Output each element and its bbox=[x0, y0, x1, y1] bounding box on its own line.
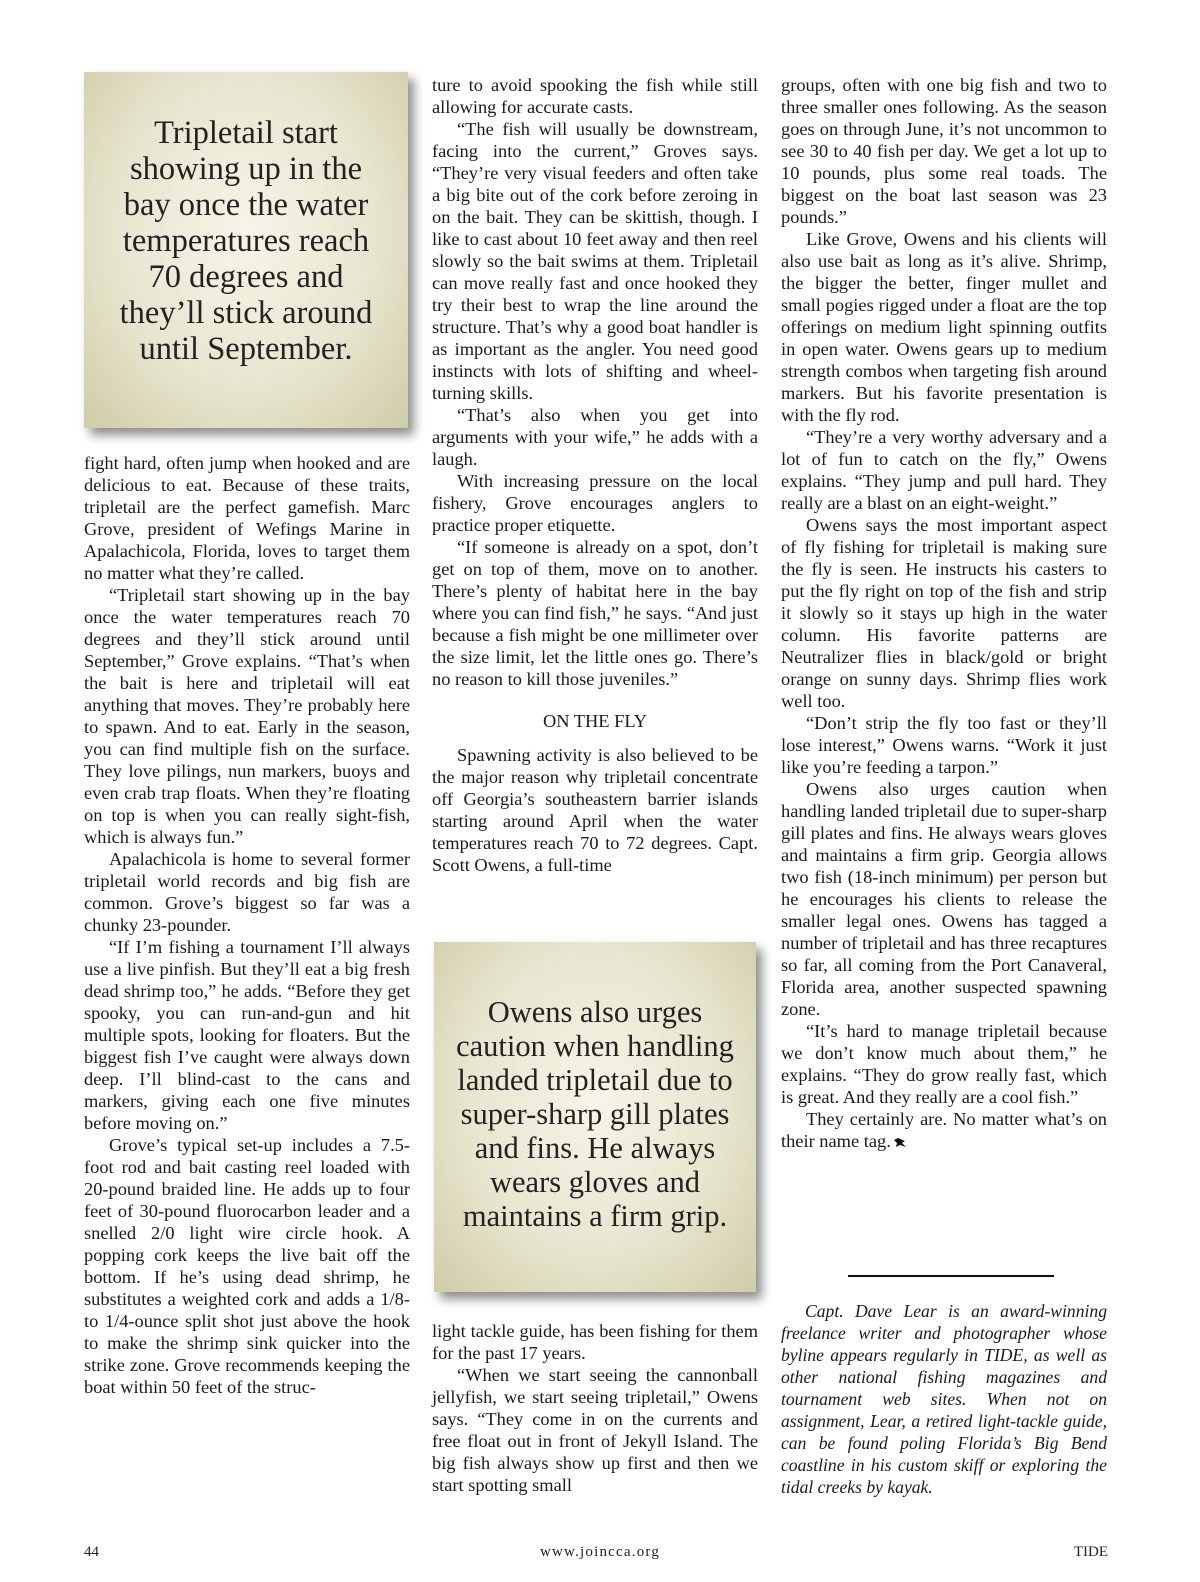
paragraph-final bbox=[781, 1108, 1107, 1152]
paragraph: “The fish will usually be downstream, facing into the current,” Groves says. “They’re very visual feeders and often take a big bite out of the cork before zeroing in on the bait. They can be skittish, though. I like to cast about 10 feet away and then reel slowly so the bait swims at them. Tripletail can move really fast and once hooked they try their best to wrap the line around the structure. That’s why a good boat handler is as important as the angler. You need good instincts with lots of shifting and wheel-turning skills. bbox=[432, 119, 758, 403]
footer-url[interactable]: www.joincca.org bbox=[539, 1544, 661, 1560]
column-2-top bbox=[432, 74, 758, 876]
column-1 bbox=[84, 452, 410, 1398]
paragraph: “That’s also when you get into arguments with your wife,” he adds with a laugh. bbox=[432, 405, 758, 469]
bio-divider bbox=[848, 1275, 1054, 1277]
paragraph: light tackle guide, has been fishing for them for the past 17 years. bbox=[432, 1321, 758, 1363]
paragraph: Owens says the most important aspect of fly fishing for tripletail is making sure the fly is seen. He instructs his casters to put the fly right on top of the fish and strip it slowly so it stays up high in the water column. His favorite patterns are Neutralizer flies in black/gold or bright orange on sunny days. Shrimp flies work well too. bbox=[781, 515, 1107, 711]
paragraph: With increasing pressure on the local fishery, Grove encourages anglers to practice proper etiquette. bbox=[432, 471, 758, 535]
paragraph: “They’re a very worthy adversary and a lot of fun to catch on the fly,” Owens explains. “They jump and pull hard. They really are a blast on an eight-weight.” bbox=[781, 427, 1107, 513]
paragraph: Grove’s typical set-up includes a 7.5-foot rod and bait casting reel loaded with 20-pound braided line. He adds up to four feet of 30-pound fluorocarbon leader and a snelled 2/0 light wire circle hook. A popping cork keeps the live bait off the bottom. If he’s using dead shrimp, he substitutes a weighted cork and adds a 1/8- to 1/4-ounce split shot just above the hook to make the shrimp sink quicker into the strike zone. Grove recommends keeping the boat within 50 feet of the struc- bbox=[84, 1135, 410, 1397]
pull-quote-middle bbox=[434, 942, 756, 1292]
column-3 bbox=[781, 74, 1107, 1152]
column-2-bottom bbox=[432, 1320, 758, 1496]
paragraph: “If someone is already on a spot, don’t get on top of them, move on to another. There’s plenty of habitat here in the bay where you can find fish,” he says. “And just because a fish might be one millimeter over the size limit, let the little ones go. There’s no reason to kill those juveniles.” bbox=[432, 537, 758, 689]
fish-end-mark-icon bbox=[893, 1137, 907, 1148]
paragraph: Owens also urges caution when handling landed tripletail due to super-sharp gill plates and fins. He always wears gloves and maintains a firm grip. Georgia allows two fish (18-inch minimum) per person but he encourages his clients to release the smaller legal ones. Owens has tagged a number of tripletail and has three recaptures so far, all coming from the Port Canaveral, Florida area, another suspected spawning zone. bbox=[781, 779, 1107, 1019]
magazine-name: TIDE bbox=[1073, 1544, 1108, 1560]
section-subhead: ON THE FLY bbox=[542, 711, 648, 731]
paragraph: Spawning activity is also believed to be the major reason why tripletail concentrate off Georgia’s southeastern barrier islands starting around April when the water temperatures reach 70 to 72 degrees. Capt. Scott Owens, a full-time bbox=[432, 745, 758, 875]
pull-quote-top bbox=[84, 72, 408, 428]
paragraph: “Tripletail start showing up in the bay once the water temperatures reach 70 degrees and they’ll stick around until September,” Grove explains. “That’s when the bait is here and tripletail will eat anything that moves. They’re probably here to spawn. And to eat. Early in the season, you can find multiple fish on the surface. They love pilings, nun markers, buoys and even crab trap floats. When they’re floating on top is when you can really sight-fish, which is always fun.” bbox=[84, 585, 410, 847]
pull-quote-middle-text: Owens also urges caution when handling landed tripletail due to super-sharp gill plates and fins. He always wears gloves and maintains a firm grip. bbox=[456, 995, 734, 1233]
paragraph: fight hard, often jump when hooked and are delicious to eat. Because of these traits, tripletail are the perfect gamefish. Marc Grove, president of Wefings Marine in Apalachicola, Florida, loves to target them no matter what they’re called. bbox=[84, 453, 410, 583]
paragraph: Apalachicola is home to several former tripletail world records and big fish are common. Grove’s biggest so far was a chunky 23-pounder. bbox=[84, 849, 410, 935]
paragraph: “It’s hard to manage tripletail because we don’t know much about them,” he explains. “They do grow really fast, which is great. And they really are a cool fish.” bbox=[781, 1021, 1107, 1107]
paragraph: groups, often with one big fish and two to three smaller ones following. As the season goes on through June, it’s not uncommon to see 30 to 40 fish per day. We get a lot up to 10 pounds, plus some real toads. The biggest on the boat last season was 23 pounds.” bbox=[781, 75, 1107, 227]
pull-quote-top-text: Tripletail start showing up in the bay once the water temperatures reach 70 degrees and they’ll stick around until September. bbox=[119, 115, 373, 367]
paragraph: “Don’t strip the fly too fast or they’ll lose interest,” Owens warns. “Work it just like you’re feeding a tarpon.” bbox=[781, 713, 1107, 777]
final-paragraph-text: They certainly are. No matter what’s on their name tag. bbox=[781, 1109, 1107, 1151]
paragraph: Like Grove, Owens and his clients will also use bait as long as it’s alive. Shrimp, the bigger the better, finger mullet and small pogies rigged under a float are the top offerings on medium light spinning outfits in open water. Owens gears up to medium strength combos when targeting fish around markers. But his favorite presentation is with the fly rod. bbox=[781, 229, 1107, 425]
page-number: 44 bbox=[84, 1544, 99, 1560]
paragraph: “If I’m fishing a tournament I’ll always use a live pinfish. But they’ll eat a big fresh dead shrimp too,” he adds. “Before they get spooky, you can run-and-gun and hit multiple spots, looking for floaters. But the biggest fish I’ve caught were always down deep. I’ll blind-cast to the cans and markers, giving each one five minutes before moving on.” bbox=[84, 937, 410, 1133]
author-bio: Capt. Dave Lear is an award-winning freelance writer and photographer whose byline appears regularly in TIDE, as well as other national fishing magazines and tournament web sites. When not on assignment, Lear, a retired light-tackle guide, can be found poling Florida’s Big Bend coastline in his custom skiff or exploring the tidal creeks by kayak. bbox=[781, 1301, 1107, 1497]
paragraph: “When we start seeing the cannonball jellyfish, we start seeing tripletail,” Owens says. “They come in on the currents and free float out in front of Jekyll Island. The big fish always show up first and then we start spotting small bbox=[432, 1365, 758, 1495]
paragraph: ture to avoid spooking the fish while still allowing for accurate casts. bbox=[432, 75, 758, 117]
